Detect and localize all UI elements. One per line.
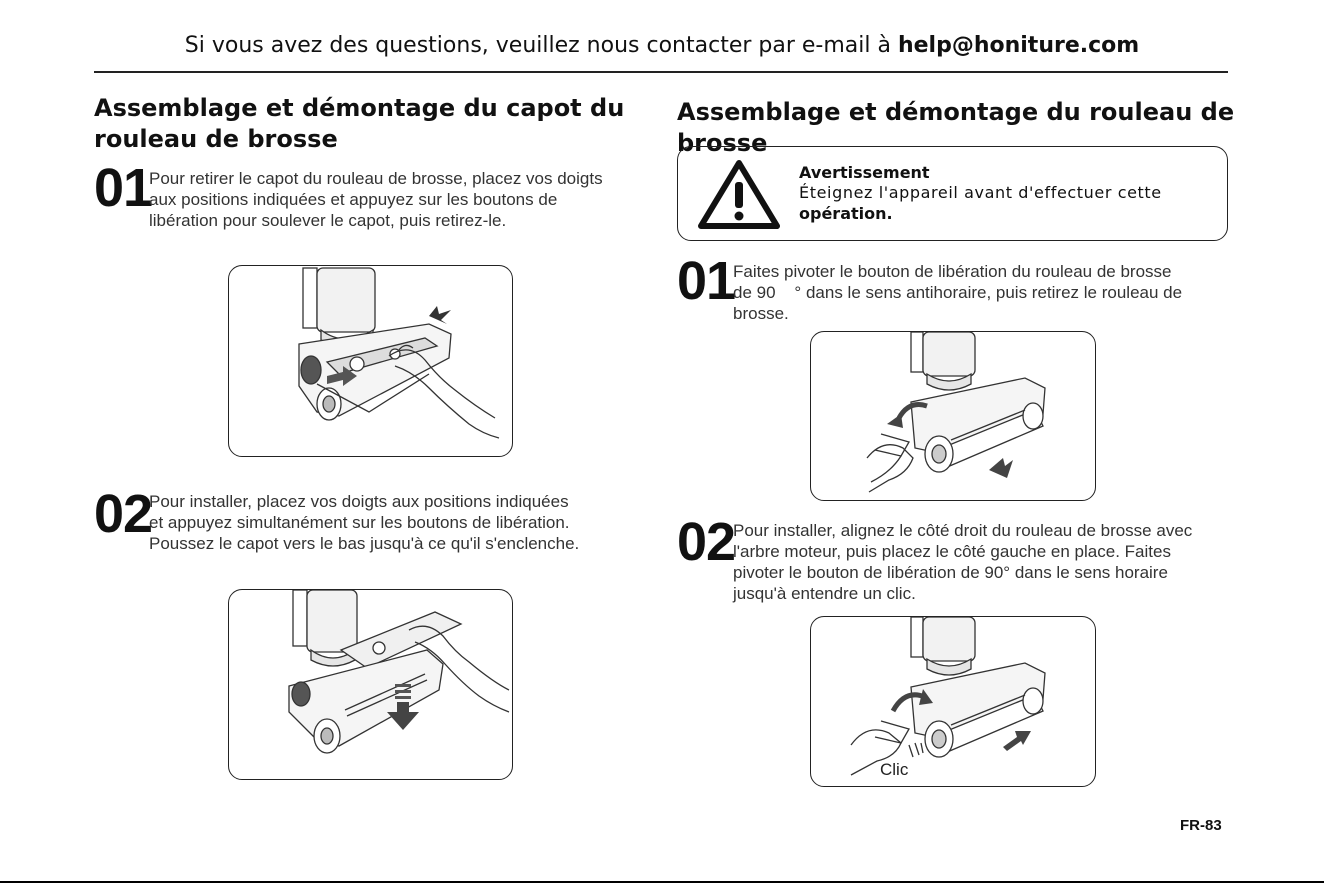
right-step-01-text (733, 261, 1228, 324)
header-divider (94, 71, 1228, 73)
left-step-01-line3: libération pour soulever le capot, puis retirez-le. (149, 211, 507, 230)
right-step-02-number: 02 (677, 512, 736, 572)
warning-line2: opération. (799, 204, 893, 223)
right-step-02-line3: pivoter le bouton de libération de 90° dans le sens horaire (733, 563, 1168, 582)
figure-remove-roller (810, 331, 1096, 501)
left-step-01-number: 01 (94, 158, 153, 218)
header-email: help@honiture.com (897, 33, 1140, 58)
click-label: Clic (880, 760, 909, 779)
right-step-02-line2: l'arbre moteur, puis placez le côté gauche en place. Faites (733, 542, 1171, 561)
left-step-02-text (149, 491, 644, 554)
illustration-install-cover (229, 590, 512, 779)
figure-remove-cover (228, 265, 513, 457)
right-step-01-line1: Faites pivoter le bouton de libération du rouleau de brosse (733, 262, 1172, 281)
left-title-line2: rouleau de brosse (94, 125, 338, 153)
right-step-02-line1: Pour installer, alignez le côté droit du rouleau de brosse avec (733, 521, 1193, 540)
page-number: FR-83 (1180, 817, 1222, 834)
right-step-01-line3: brosse. (733, 304, 789, 323)
right-section-title: Assemblage et démontage du rouleau de brosse (677, 98, 1235, 157)
right-step-02-text (733, 520, 1228, 604)
header-question: Si vous avez des questions, veuillez nous contacter par e-mail à (184, 33, 898, 58)
header-contact-line (0, 33, 1324, 58)
left-step-01-line2: aux positions indiquées et appuyez sur les boutons de (149, 190, 558, 209)
left-step-02-line1: Pour installer, placez vos doigts aux positions indiquées (149, 492, 569, 511)
illustration-remove-cover (229, 266, 512, 456)
right-step-01-number: 01 (677, 251, 736, 311)
left-step-01-text (149, 168, 644, 231)
warning-line1: Éteignez l'appareil avant d'effectuer cette (799, 183, 1162, 202)
left-step-02-number: 02 (94, 484, 153, 544)
figure-install-roller (810, 616, 1096, 787)
left-step-02-line3: Poussez le capot vers le bas jusqu'à ce qu'il s'enclenche. (149, 534, 580, 553)
illustration-install-roller (811, 617, 1095, 786)
warning-title: Avertissement (799, 163, 930, 182)
left-step-02-line2: et appuyez simultanément sur les boutons de libération. (149, 513, 570, 532)
left-step-01-line1: Pour retirer le capot du rouleau de brosse, placez vos doigts (149, 169, 603, 188)
warning-text (799, 163, 1219, 224)
right-step-02-line4: jusqu'à entendre un clic. (733, 584, 916, 603)
figure-install-cover (228, 589, 513, 780)
left-title-line1: Assemblage et démontage du capot du (94, 94, 625, 122)
left-section-title (94, 93, 624, 155)
warning-triangle-icon (697, 158, 781, 230)
illustration-remove-roller (811, 332, 1095, 500)
right-step-01-line2: de 90 ° dans le sens antihoraire, puis retirez le rouleau de (733, 283, 1183, 302)
